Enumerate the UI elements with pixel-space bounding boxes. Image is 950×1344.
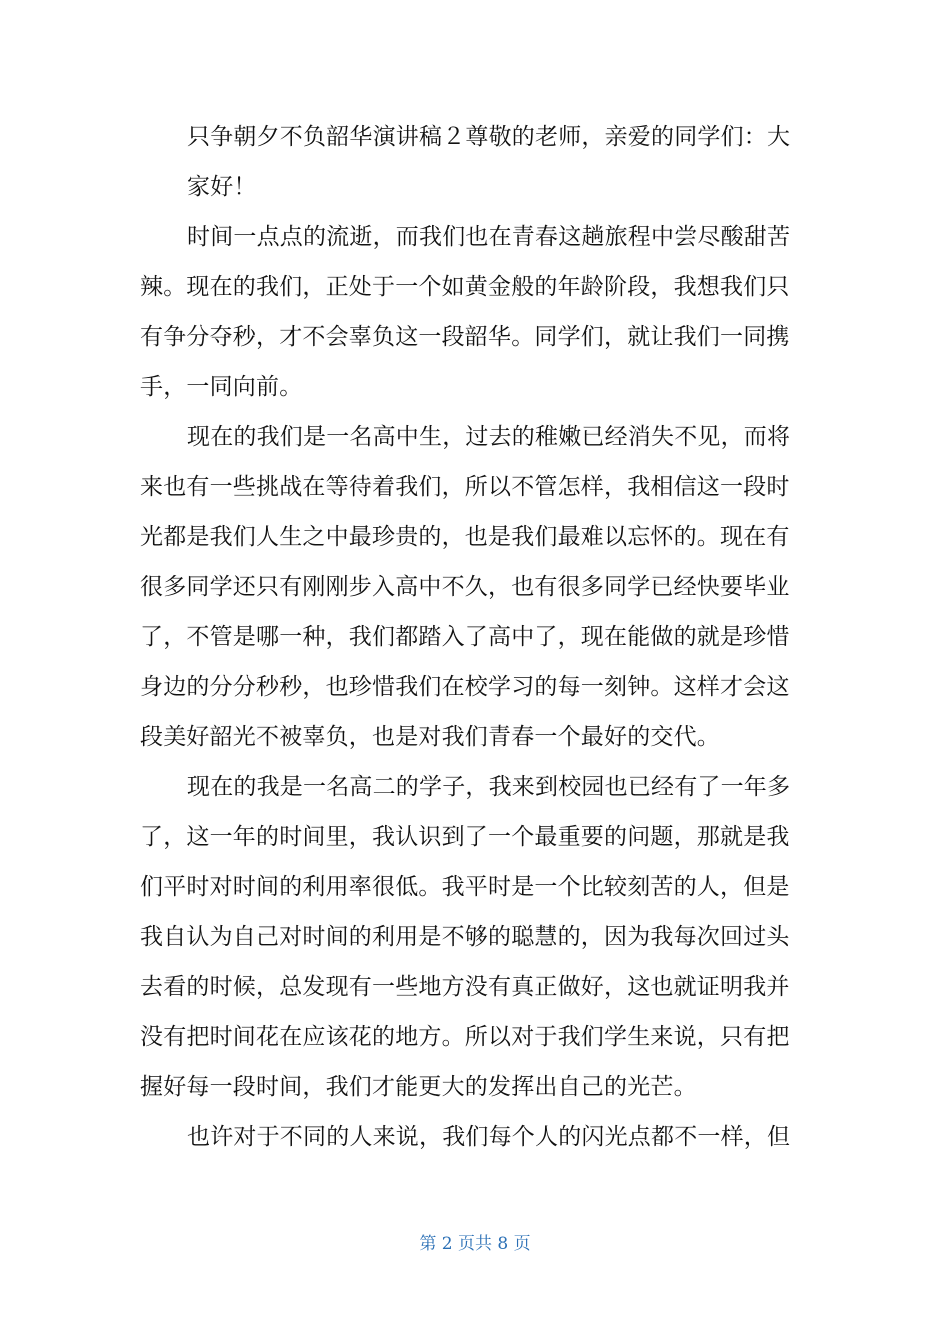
- text-line: 握好每一段时间，我们才能更大的发挥出自己的光芒。: [140, 1074, 697, 1100]
- text-line: 没有把时间花在应该花的地方。所以对于我们学生来说，只有把: [140, 1024, 790, 1050]
- text-line: 家好！: [187, 174, 257, 200]
- text-line: 身边的分分秒秒，也珍惜我们在校学习的每一刻钟。这样才会这: [140, 674, 790, 700]
- text-line: 现在的我们是一名高中生，过去的稚嫩已经消失不见，而将: [187, 424, 791, 450]
- text-line: 们平时对时间的利用率很低。我平时是一个比较刻苦的人，但是: [140, 874, 790, 900]
- text-line: 现在的我是一名高二的学子，我来到校园也已经有了一年多: [187, 774, 791, 800]
- text-line: 我自认为自己对时间的利用是不够的聪慧的，因为我每次回过头: [140, 924, 790, 950]
- text-line: 只争朝夕不负韶华演讲稿２尊敬的老师，亲爱的同学们：大: [187, 124, 791, 150]
- text-line: 去看的时候，总发现有一些地方没有真正做好，这也就证明我并: [140, 974, 790, 1000]
- document-body: [140, 112, 808, 1162]
- paragraph: [140, 212, 808, 412]
- text-line: 也许对于不同的人来说，我们每个人的闪光点都不一样，但: [187, 1124, 791, 1150]
- text-line: 时间一点点的流逝，而我们也在青春这趟旅程中尝尽酸甜苦: [187, 224, 791, 250]
- text-line: 很多同学还只有刚刚步入高中不久，也有很多同学已经快要毕业: [140, 574, 790, 600]
- text-line: 了，不管是哪一种，我们都踏入了高中了，现在能做的就是珍惜: [140, 624, 790, 650]
- text-line: 了，这一年的时间里，我认识到了一个最重要的问题，那就是我: [140, 824, 790, 850]
- text-line: 辣。现在的我们，正处于一个如黄金般的年龄阶段，我想我们只: [140, 274, 790, 300]
- text-line: 段美好韶光不被辜负，也是对我们青春一个最好的交代。: [140, 724, 720, 750]
- paragraph: [140, 762, 808, 1112]
- paragraph-title: [140, 112, 808, 212]
- paragraph: [140, 1112, 808, 1162]
- text-line: 有争分夺秒，才不会辜负这一段韶华。同学们，就让我们一同携: [140, 324, 790, 350]
- text-line: 来也有一些挑战在等待着我们，所以不管怎样，我相信这一段时: [140, 474, 790, 500]
- paragraph: [140, 412, 808, 762]
- page-number-footer: 第 2 页共 8 页: [419, 1234, 531, 1254]
- text-line: 手，一同向前。: [140, 374, 303, 400]
- text-line: 光都是我们人生之中最珍贵的，也是我们最难以忘怀的。现在有: [140, 524, 790, 550]
